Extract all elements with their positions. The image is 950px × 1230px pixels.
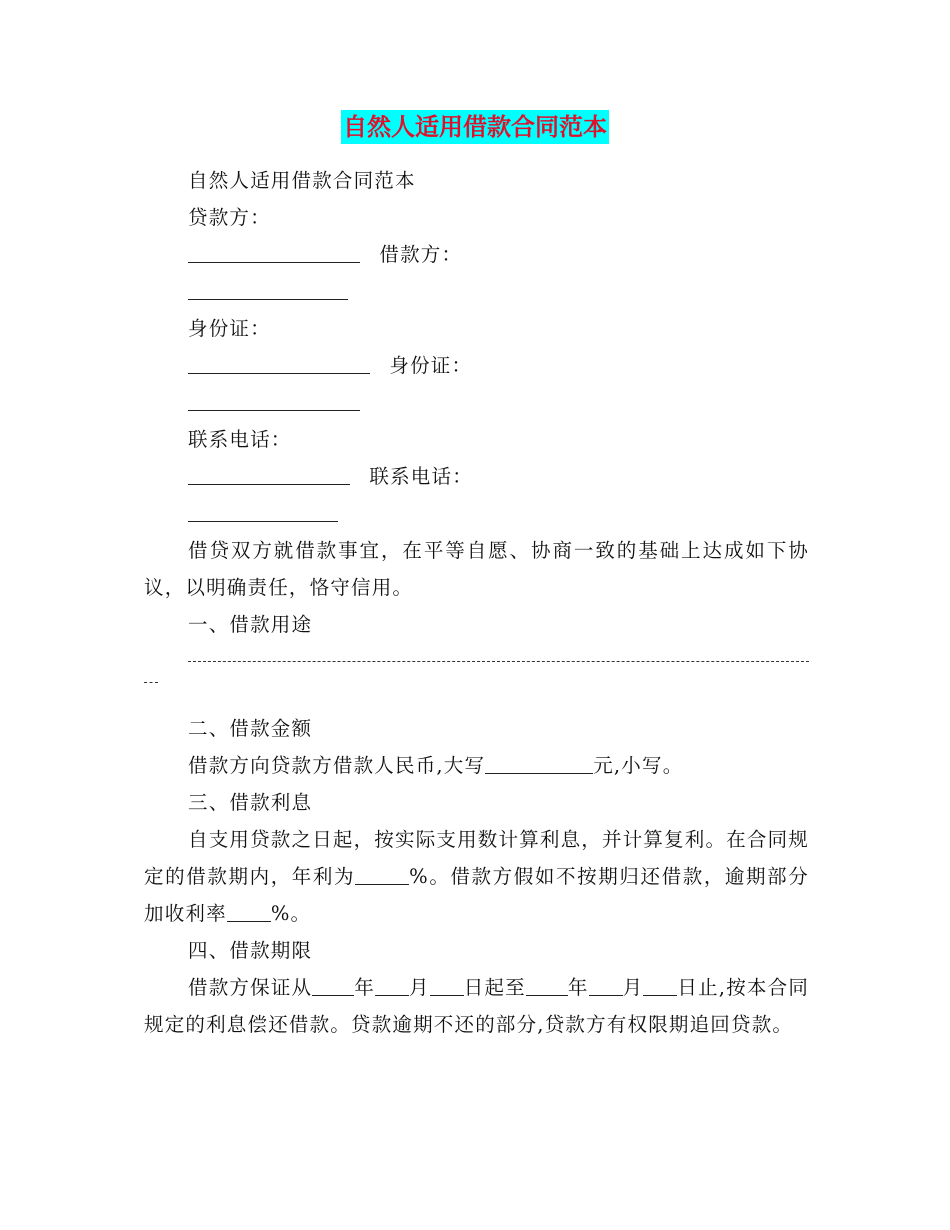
borrower-blank (188, 281, 348, 300)
interest-text-b: %。借款方假如不按期归还借款，逾期部分加收利率 (144, 865, 809, 925)
borrower-label: 借款方： (379, 243, 463, 266)
lender-blank (188, 244, 360, 263)
lender-line (144, 236, 809, 273)
section-3-heading: 三、借款利息 (188, 791, 313, 814)
term-month-2: 月 (622, 976, 644, 999)
borrower-phone-label: 联系电话： (369, 465, 473, 488)
id-line (144, 347, 809, 384)
term-year-2: 年 (567, 976, 589, 999)
purpose-blank-tail (144, 673, 158, 683)
borrower-id-label: 身份证： (389, 354, 473, 377)
purpose-blank-cont (144, 673, 809, 710)
lender-id-blank (188, 355, 370, 374)
start-day-blank (430, 977, 464, 996)
term-day-to: 日止,按本合同规定的利息偿还借款。贷款逾期不还的部分,贷款方有权限期追回贷款。 (144, 976, 810, 1036)
borrower-id-blank (188, 392, 360, 411)
contract-body (144, 162, 809, 1043)
amount-line (144, 747, 809, 784)
section-4-heading: 四、借款期限 (188, 939, 313, 962)
term-month: 月 (409, 976, 430, 999)
phone-line (144, 458, 809, 495)
borrower-phone-blank-line (144, 495, 809, 532)
lender-label: 贷款方： (188, 206, 271, 229)
section-2-heading: 二、借款金额 (188, 717, 313, 740)
document-title: 自然人适用借款合同范本 (341, 110, 609, 144)
id-label: 身份证： (188, 317, 271, 340)
end-year-blank (526, 977, 568, 996)
lender-phone-blank (188, 466, 350, 485)
term-text-1: 借款方保证从 (188, 976, 313, 999)
borrower-blank-line (144, 273, 809, 310)
end-month-blank (589, 977, 623, 996)
subtitle: 自然人适用借款合同范本 (188, 169, 416, 192)
purpose-blank-line (144, 643, 809, 673)
end-day-blank (643, 977, 677, 996)
section-1-heading: 一、借款用途 (188, 613, 313, 636)
interest-text-c: %。 (270, 902, 312, 925)
start-month-blank (375, 977, 409, 996)
borrower-phone-blank (188, 503, 338, 522)
annual-rate-blank (355, 866, 409, 885)
term-year: 年 (354, 976, 375, 999)
purpose-blank (188, 643, 809, 662)
phone-label: 联系电话： (188, 428, 292, 451)
overdue-rate-blank (227, 903, 271, 922)
amount-blank (485, 755, 593, 774)
interest-text-a: 自支用贷款之日起，按实际支用数计算利息，并计算复利。在合同规定的借款期内，年利为 (144, 828, 810, 888)
term-paragraph (144, 969, 809, 1043)
intro-paragraph: 借贷双方就借款事宜，在平等自愿、协商一致的基础上达成如下协议，以明确责任，恪守信用。 (144, 539, 809, 599)
interest-paragraph (144, 821, 809, 932)
borrower-id-blank-line (144, 384, 809, 421)
term-day-from: 日起至 (463, 976, 526, 999)
start-year-blank (312, 977, 354, 996)
amount-text-b: 元,小写。 (593, 754, 684, 777)
amount-text-a: 借款方向贷款方借款人民币,大写 (188, 754, 486, 777)
document-title-wrap (0, 110, 950, 144)
